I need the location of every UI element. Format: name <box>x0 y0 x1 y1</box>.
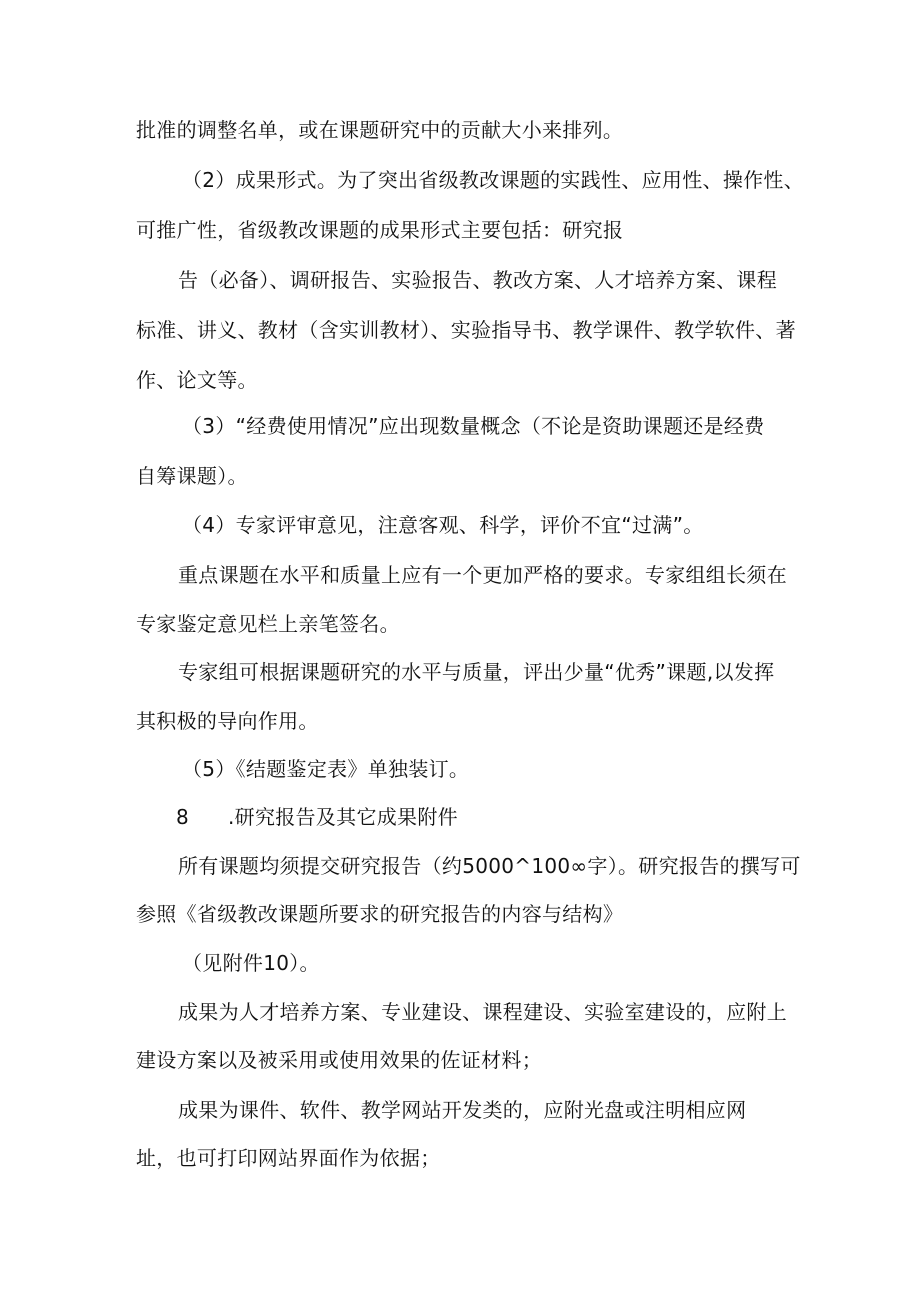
text-line: 批准的调整名单，或在课题研究中的贡献大小来排列。 <box>136 118 624 142</box>
section-heading: .研究报告及其它成果附件 <box>228 805 458 829</box>
text-line: 所有课题均须提交研究报告（约5000^100∞字）。研究报告的撰写可 <box>178 854 801 878</box>
text-line: （见附件10）。 <box>182 951 320 975</box>
text-line: 重点课题在水平和质量上应有一个更加严格的要求。专家组组长须在 <box>178 563 787 587</box>
text-line: （3）“经费使用情况”应出现数量概念（不论是资助课题还是经费 <box>182 414 765 438</box>
text-line: 成果为课件、软件、教学网站开发类的，应附光盘或注明相应网 <box>178 1098 747 1122</box>
text-line: （5）《结题鉴定表》单独装订。 <box>182 757 470 781</box>
text-line: 标准、讲义、教材（含实训教材）、实验指导书、教学课件、教学软件、著 <box>136 318 796 342</box>
text-line: 其积极的导向作用。 <box>136 709 319 733</box>
text-line: 专家组可根据课题研究的水平与质量，评出少量“优秀”课题,以发挥 <box>178 660 775 684</box>
text-line: 成果为人才培养方案、专业建设、课程建设、实验室建设的，应附上 <box>178 1000 787 1024</box>
section-number: 8 <box>176 805 190 829</box>
text-line: 可推广性，省级教改课题的成果形式主要包括：研究报 <box>136 218 624 242</box>
text-line: 自筹课题）。 <box>136 464 248 488</box>
text-line: 告（必备）、调研报告、实验报告、教改方案、人才培养方案、课程 <box>178 268 777 292</box>
text-line: 专家鉴定意见栏上亲笔签名。 <box>136 612 400 636</box>
text-line: 建设方案以及被采用或使用效果的佐证材料； <box>136 1048 542 1072</box>
text-line: 址，也可打印网站界面作为依据； <box>136 1146 441 1170</box>
text-line: （2）成果形式。为了突出省级教改课题的实践性、应用性、操作性、 <box>182 168 805 192</box>
text-line: （4）专家评审意见，注意客观、科学，评价不宜“过满”。 <box>182 513 704 537</box>
text-line: 作、论文等。 <box>136 368 258 392</box>
text-line: 参照《省级教改课题所要求的研究报告的内容与结构》 <box>136 902 624 926</box>
